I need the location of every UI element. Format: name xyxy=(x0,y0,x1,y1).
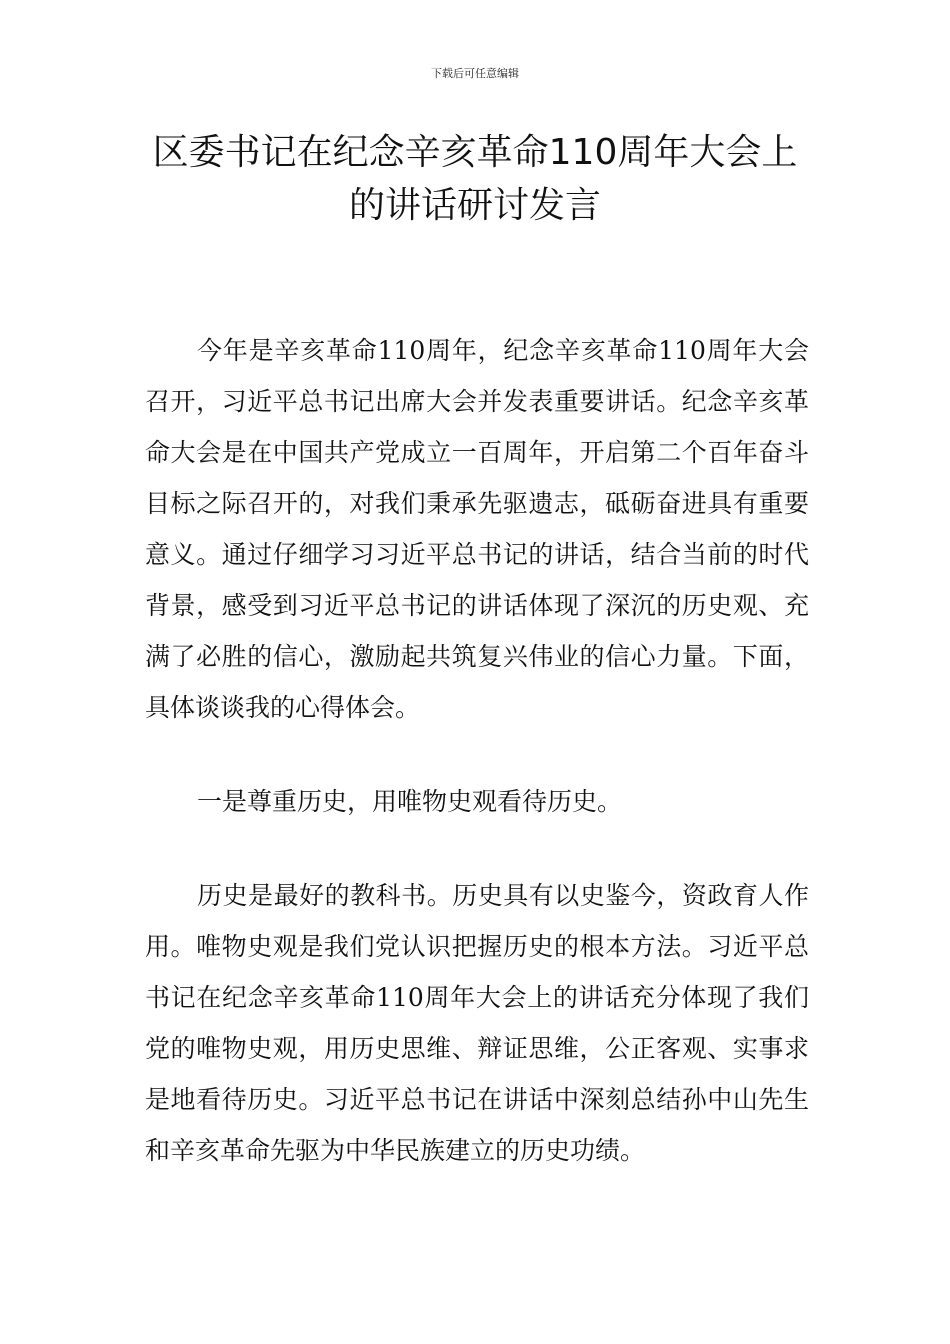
paragraph-section-heading: 一是尊重历史，用唯物史观看待历史。 xyxy=(197,787,623,816)
paragraph-history: 历史是最好的教科书。历史具有以史鉴今，资政育人作用。唯物史观是我们党认识把握历史的根本方法。习近平总书记在纪念辛亥革命110周年大会上的讲话充分体现了我们党的唯物史观，用历史思维、辩证思维，公正客观、实事求是地看待历史。习近平总书记在讲话中深刻总结孙中山先生和辛亥革命先驱为中华民族建立的历史功绩。 xyxy=(145,881,809,1165)
header-note: 下载后可任意编辑 xyxy=(431,67,519,80)
paragraph-intro: 今年是辛亥革命110周年，纪念辛亥革命110周年大会召开，习近平总书记出席大会并发表重要讲话。纪念辛亥革命大会是在中国共产党成立一百周年，开启第二个百年奋斗目标之际召开的，对我们秉承先驱遗志，砥砺奋进具有重要意义。通过仔细学习习近平总书记的讲话，结合当前的时代背景，感受到习近平总书记的讲话体现了深沉的历史观、充满了必胜的信心，激励起共筑复兴伟业的信心力量。下面，具体谈谈我的心得体会。 xyxy=(145,336,809,722)
document-title: 区委书记在纪念辛亥革命110周年大会上的讲话研讨发言 xyxy=(152,132,798,226)
